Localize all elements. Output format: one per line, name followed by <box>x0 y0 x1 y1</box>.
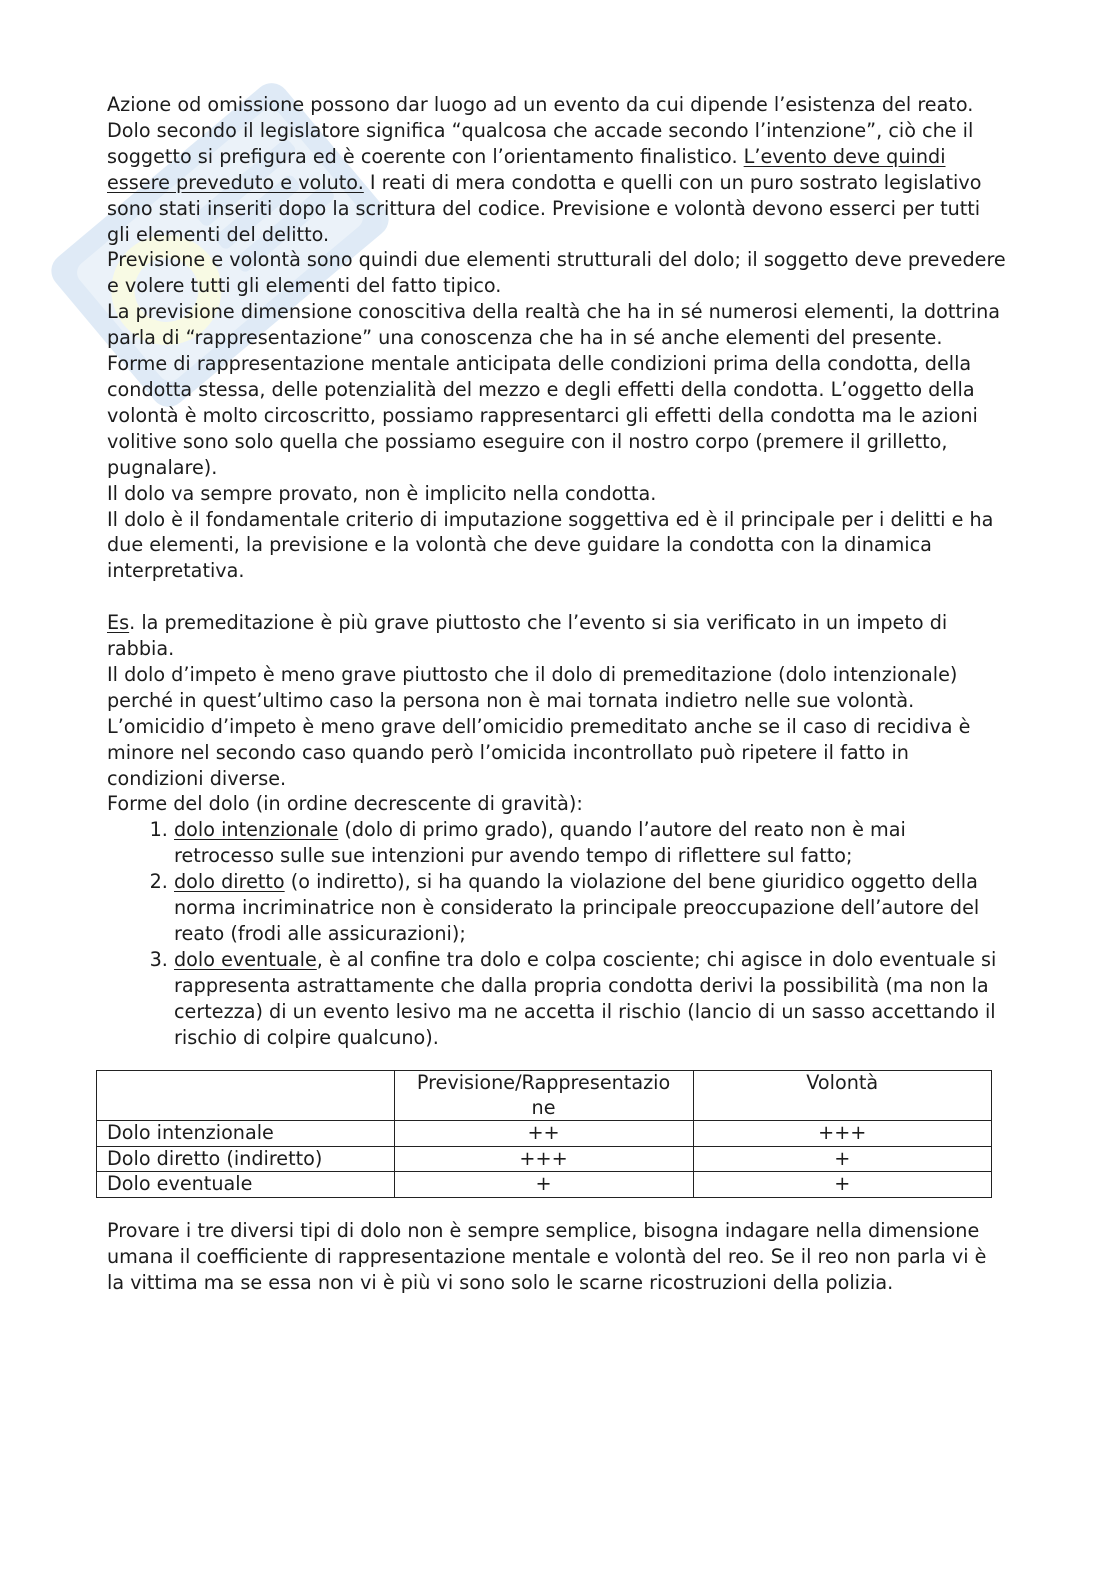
table-cell: ++ <box>394 1121 693 1147</box>
table-header-row <box>97 1071 992 1121</box>
table-row <box>97 1121 992 1147</box>
paragraph-dolo-impeto: Il dolo d’impeto è meno grave piuttosto che il dolo di premeditazione (dolo intenzionale) perché in quest’ultimo caso la persona non è mai tornata indietro nelle sue volontà. L’omicidio d’impeto è meno grave dell’omicidio premeditato anche se il caso di recidiva è minore nel secondo caso quando però l’omicida incontrollato può ripetere il fatto in condizioni diverse. <box>107 662 971 790</box>
list-item <box>174 947 1007 1051</box>
paragraph-previsione: La previsione dimensione conoscitiva della realtà che ha in sé numerosi elementi, la dottrina parla di “rappresentazione” una conoscenza che ha in sé anche elementi del presente. Forme di rappresentazione mentale anticipata delle condizioni prima della condotta, della condotta stessa, delle potenzialità del mezzo e degli effetti della condotta. L’oggetto della volontà è molto circoscritto, possiamo rappresentarci gli effetti della condotta ma le azioni volitive sono solo quella che possiamo eseguire con il nostro corpo (premere il grilletto, pugnalare). <box>107 300 1001 479</box>
table-cell: Dolo diretto (indiretto) <box>97 1146 395 1172</box>
table-cell: + <box>693 1146 992 1172</box>
list-item <box>174 817 1007 869</box>
paragraph-example: Es. la premeditazione è più grave piuttosto che l’evento si sia verificato in un impeto di rabbia. <box>107 611 948 661</box>
example-label: Es <box>107 611 130 635</box>
table-cell: +++ <box>693 1121 992 1147</box>
list-item-term: dolo diretto <box>174 870 285 894</box>
table-cell: Dolo intenzionale <box>97 1121 395 1147</box>
paragraph-elementi-strutturali: Previsione e volontà sono quindi due elementi strutturali del dolo; il soggetto deve prevedere e volere tutti gli elementi del fatto tipico. <box>107 248 1006 298</box>
list-item-text: (dolo di primo grado), quando l’autore del reato non è mai retrocesso sulle sue intenzioni pur avendo tempo di riflettere sul fatto; <box>174 818 906 868</box>
paragraph-forme-intro: Forme del dolo (in ordine decrescente di gravità): <box>107 792 583 816</box>
table-cell: Dolo eventuale <box>97 1172 395 1198</box>
list-item-term: dolo intenzionale <box>174 818 339 842</box>
document-body <box>107 92 1007 1051</box>
paragraph-criterio-imputazione: Il dolo è il fondamentale criterio di imputazione soggettiva ed è il principale per i delitti e ha due elementi, la previsione e la volontà che deve guidare la condotta con la dinamica interpretativa. <box>107 507 994 583</box>
list-item-text: , è al confine tra dolo e colpa cosciente; chi agisce in dolo eventuale si rappresenta astrattamente che dalla propria condotta derivi la possibilità (ma non la certezza) di un evento lesivo ma ne accetta il rischio (lancio di un sasso accettando il rischio di colpire qualcuno). <box>174 947 997 1049</box>
paragraph-dolo-definition: Azione od omissione possono dar luogo ad un evento da cui dipende l’esistenza del reato. Dolo secondo il legislatore significa “qualcosa che accade secondo l’intenzione”, ciò che il soggetto si prefigura ed è coerente con l’orientamento finalistico. L’evento deve quindi essere preveduto e voluto. I reati di mera condotta e quelli con un puro sostrato legislativo sono stati inseriti dopo la scrittura del codice. Previsione e volontà devono esserci per tutti gli elementi del delitto. <box>107 93 982 246</box>
table-cell: +++ <box>394 1146 693 1172</box>
paragraph-closing: Provare i tre diversi tipi di dolo non è sempre semplice, bisogna indagare nella dimensione umana il coefficiente di rappresentazione mentale e volontà del reo. Se il reo non parla vi è la vittima ma se essa non vi è più vi sono solo le scarne ricostruzioni della polizia. <box>107 1219 987 1294</box>
table-header-cell: Volontà <box>693 1071 992 1121</box>
list-item <box>174 869 1007 947</box>
underlined-statement: L’evento deve quindi essere preveduto e voluto. <box>107 144 946 194</box>
forme-dolo-list <box>107 817 1007 1050</box>
table-row <box>97 1146 992 1172</box>
table-header-cell: Previsione/Rappresentazio ne <box>394 1071 693 1121</box>
table-header-cell <box>97 1071 395 1121</box>
dolo-comparison-table <box>96 1070 992 1198</box>
list-item-term: dolo eventuale <box>174 947 317 971</box>
list-item-text: (o indiretto), si ha quando la violazione del bene giuridico oggetto della norma incriminatrice non è considerato la principale preoccupazione dell’autore del reato (frodi alle assicurazioni); <box>174 870 980 945</box>
table-cell: + <box>693 1172 992 1198</box>
paragraph-spacer <box>107 584 1007 610</box>
paragraph-prova-dolo: Il dolo va sempre provato, non è implicito nella condotta. <box>107 481 657 505</box>
table-cell: + <box>394 1172 693 1198</box>
table-row <box>97 1172 992 1198</box>
